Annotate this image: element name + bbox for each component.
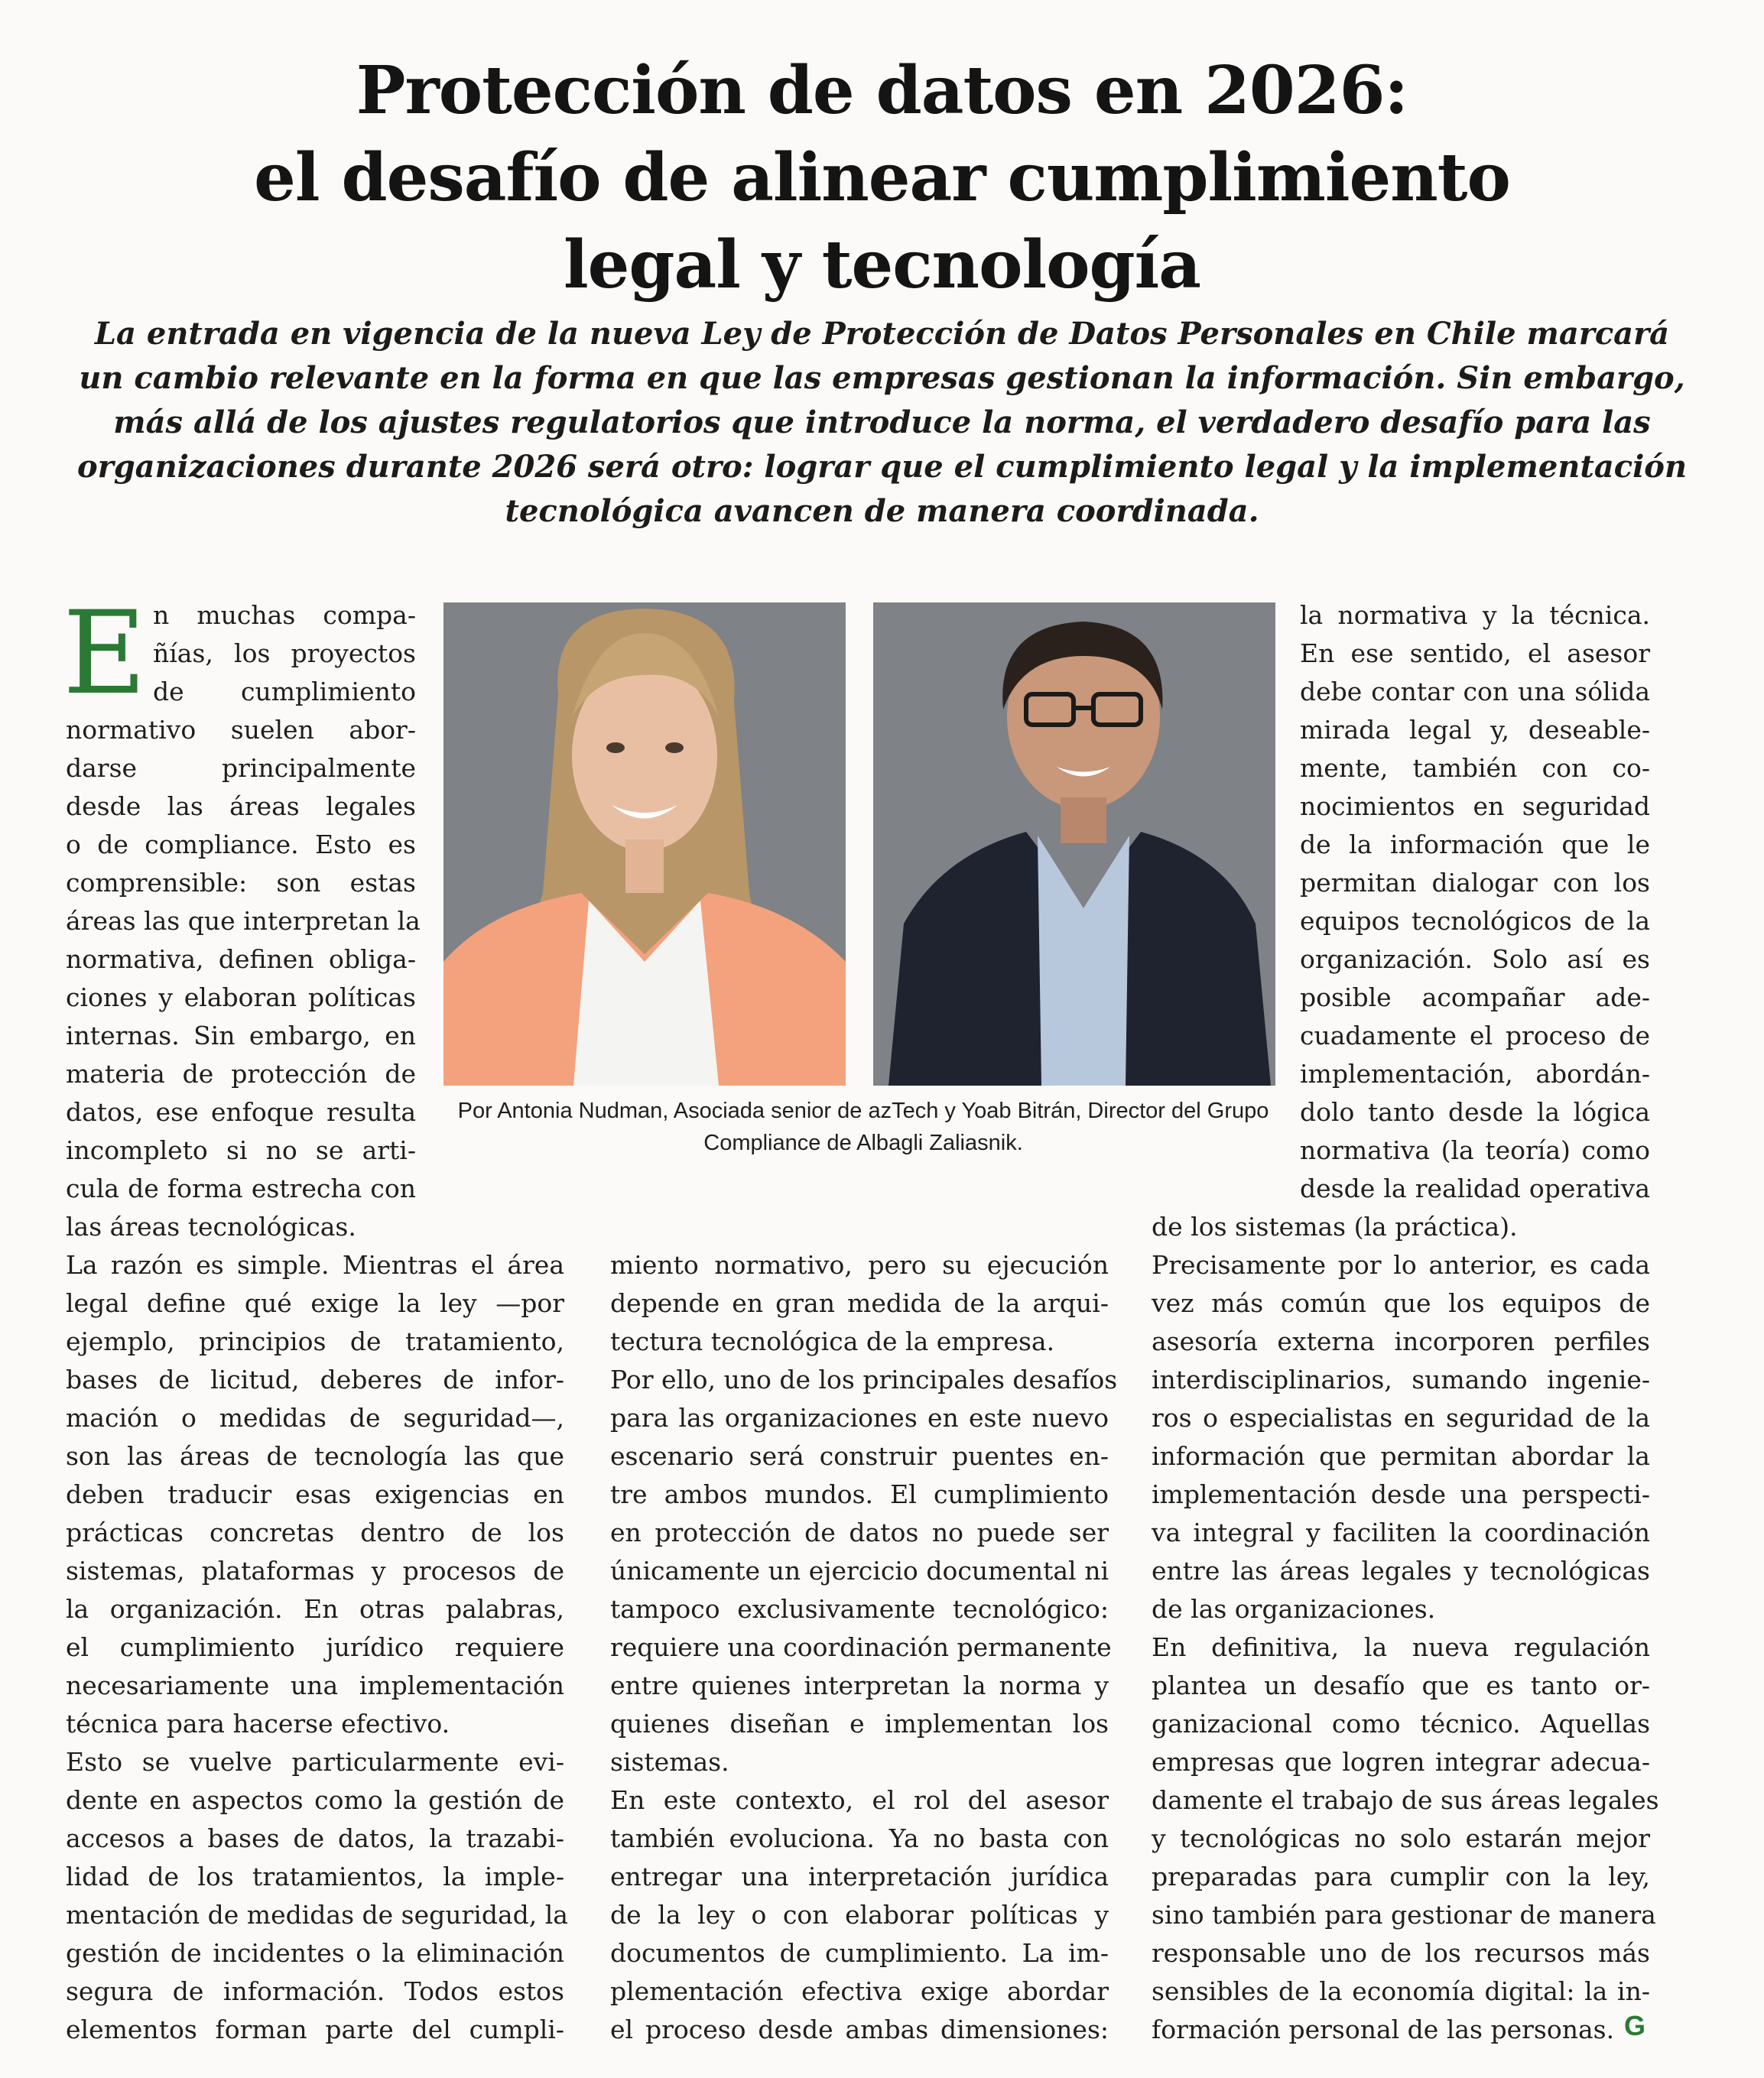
body-line: gestión de incidentes o la eliminación bbox=[66, 1938, 564, 1968]
body-line: entregar una interpretación jurídica bbox=[610, 1862, 1109, 1891]
body-line: desde la realidad operativa bbox=[1300, 1174, 1650, 1203]
body-line: mente, también con co- bbox=[1300, 753, 1650, 783]
body-line: dolo tanto desde la lógica bbox=[1300, 1097, 1650, 1127]
body-line: equipos tecnológicos de la bbox=[1300, 906, 1650, 936]
body-line: permitan dialogar con los bbox=[1300, 868, 1650, 898]
body-line: únicamente un ejercicio documental ni bbox=[610, 1556, 1109, 1586]
body-line: organización. Solo así es bbox=[1300, 944, 1650, 974]
body-line: áreas las que interpretan la bbox=[66, 906, 421, 936]
body-line: sistemas, plataformas y procesos de bbox=[66, 1556, 564, 1586]
body-line: tre ambos mundos. El cumplimiento bbox=[610, 1479, 1109, 1509]
body-line: para las organizaciones en este nuevo bbox=[610, 1403, 1109, 1433]
body-line: implementación, abordán- bbox=[1300, 1059, 1650, 1089]
body-line: mirada legal y, deseable- bbox=[1300, 715, 1650, 745]
body-line: plementación efectiva exige abordar bbox=[610, 1976, 1109, 2006]
body-line: tampoco exclusivamente tecnológico: bbox=[610, 1594, 1109, 1624]
body-line: desde las áreas legales bbox=[66, 791, 416, 821]
portrait-antonia-nudman bbox=[443, 602, 846, 1086]
body-line: implementación desde una perspecti- bbox=[1152, 1479, 1650, 1509]
body-line: formación personal de las personas. bbox=[1152, 2015, 1615, 2044]
body-line: escenario será construir puentes en- bbox=[610, 1441, 1109, 1471]
body-line: En este contexto, el rol del asesor bbox=[610, 1785, 1109, 1815]
body-line: va integral y faciliten la coordinación bbox=[1152, 1518, 1650, 1547]
body-line: ejemplo, principios de tratamiento, bbox=[66, 1326, 564, 1356]
body-line: deben traducir esas exigencias en bbox=[66, 1479, 564, 1509]
body-line: datos, ese enfoque resulta bbox=[66, 1097, 416, 1127]
body-line: dente en aspectos como la gestión de bbox=[66, 1785, 564, 1815]
body-line: normativo suelen abor- bbox=[66, 715, 416, 745]
end-of-article-mark: G bbox=[1624, 2010, 1646, 2041]
body-line: entre las áreas legales y tecnológicas bbox=[1152, 1556, 1650, 1586]
lead-line: un cambio relevante en la forma en que las empresas gestionan la información. Sin embargo, bbox=[79, 360, 1685, 396]
body-line: debe contar con una sólida bbox=[1300, 677, 1650, 706]
body-line: elementos forman parte del cumpli- bbox=[66, 2015, 564, 2044]
body-line: mentación de medidas de seguridad, la bbox=[66, 1900, 568, 1930]
body-line: de las organizaciones. bbox=[1152, 1594, 1436, 1624]
body-line: técnica para hacerse efectivo. bbox=[66, 1709, 450, 1739]
body-line: de la información que le bbox=[1300, 830, 1650, 859]
portrait-woman-image bbox=[443, 602, 846, 1086]
title-line: legal y tecnología bbox=[563, 226, 1200, 304]
body-line: depende en gran medida de la arqui- bbox=[610, 1288, 1109, 1318]
lead-line: más allá de los ajustes regulatorios que introduce la norma, el verdadero desafío para las bbox=[113, 404, 1651, 440]
article-lead bbox=[61, 312, 1703, 534]
body-line: sino también para gestionar de manera bbox=[1152, 1900, 1656, 1930]
body-line: interdisciplinarios, sumando ingenie- bbox=[1152, 1365, 1650, 1395]
article-title bbox=[0, 47, 1764, 309]
body-line: legal define qué exige la ley —por bbox=[66, 1288, 564, 1318]
body-line: damente el trabajo de sus áreas legales bbox=[1152, 1785, 1659, 1815]
body-line: Esto se vuelve particularmente evi- bbox=[66, 1747, 564, 1777]
body-line: Por ello, uno de los principales desafíos bbox=[610, 1365, 1118, 1395]
body-line: son las áreas de tecnología las que bbox=[66, 1441, 564, 1471]
body-line: de los sistemas (la práctica). bbox=[1152, 1212, 1518, 1242]
body-line: mación o medidas de seguridad—, bbox=[66, 1403, 564, 1433]
body-line: ganizacional como técnico. Aquellas bbox=[1152, 1709, 1650, 1739]
portrait-yoab-bitran bbox=[873, 602, 1275, 1086]
body-line: entre quienes interpretan la norma y bbox=[610, 1671, 1109, 1700]
body-line: lidad de los tratamientos, la imple- bbox=[66, 1862, 564, 1891]
body-line: asesoría externa incorporen perfiles bbox=[1152, 1326, 1650, 1356]
body-line: cula de forma estrecha con bbox=[66, 1174, 416, 1203]
body-line: la organización. En otras palabras, bbox=[66, 1594, 564, 1624]
body-line: requiere una coordinación permanente bbox=[610, 1632, 1112, 1662]
lead-line: tecnológica avancen de manera coordinada. bbox=[505, 493, 1259, 529]
body-line: información que permitan abordar la bbox=[1152, 1441, 1650, 1471]
body-line: cuadamente el proceso de bbox=[1300, 1021, 1650, 1050]
body-line: ciones y elaboran políticas bbox=[66, 982, 416, 1012]
body-line: materia de protección de bbox=[66, 1059, 416, 1089]
title-line: Protección de datos en 2026: bbox=[356, 52, 1408, 129]
title-line: el desafío de alinear cumplimiento bbox=[254, 139, 1510, 216]
body-line: en protección de datos no puede ser bbox=[610, 1518, 1109, 1547]
body-line: y tecnológicas no solo estarán mejor bbox=[1152, 1823, 1650, 1853]
body-line: quienes diseñan e implementan los bbox=[610, 1709, 1109, 1739]
body-line: ñías, los proyectos bbox=[153, 638, 416, 668]
body-line: Precisamente por lo anterior, es cada bbox=[1152, 1250, 1650, 1280]
body-line: internas. Sin embargo, en bbox=[66, 1021, 416, 1050]
body-line: darse principalmente bbox=[66, 753, 416, 783]
lead-line: La entrada en vigencia de la nueva Ley de Protección de Datos Personales en Chile marcará bbox=[94, 316, 1670, 352]
body-line: sensibles de la economía digital: la in- bbox=[1152, 1976, 1650, 2006]
body-line: bases de licitud, deberes de infor- bbox=[66, 1365, 564, 1395]
body-line: posible acompañar ade- bbox=[1300, 982, 1650, 1012]
photo-caption bbox=[443, 1095, 1283, 1159]
body-line: el cumplimiento jurídico requiere bbox=[66, 1632, 564, 1662]
body-line: nocimientos en seguridad bbox=[1300, 791, 1650, 821]
body-line: prácticas concretas dentro de los bbox=[66, 1518, 564, 1547]
body-line: el proceso desde ambas dimensiones: bbox=[610, 2015, 1109, 2044]
body-line: miento normativo, pero su ejecución bbox=[610, 1250, 1109, 1280]
body-line: normativa (la teoría) como bbox=[1300, 1135, 1650, 1165]
body-line: documentos de cumplimiento. La im- bbox=[610, 1938, 1109, 1968]
body-line: necesariamente una implementación bbox=[66, 1671, 564, 1700]
body-line: la normativa y la técnica. bbox=[1300, 600, 1650, 630]
body-line: segura de información. Todos estos bbox=[66, 1976, 564, 2006]
body-line: La razón es simple. Mientras el área bbox=[66, 1250, 564, 1280]
body-line: preparadas para cumplir con la ley, bbox=[1152, 1862, 1650, 1891]
body-line: vez más común que los equipos de bbox=[1152, 1288, 1650, 1318]
body-line: tectura tecnológica de la empresa. bbox=[610, 1326, 1055, 1356]
body-line: empresas que logren integrar adecua- bbox=[1152, 1747, 1650, 1777]
portrait-man-image bbox=[873, 602, 1275, 1086]
body-line: incompleto si no se arti- bbox=[66, 1135, 416, 1165]
body-line: comprensible: son estas bbox=[66, 868, 416, 898]
drop-cap: E bbox=[63, 587, 147, 720]
body-line: responsable uno de los recursos más bbox=[1152, 1938, 1650, 1968]
body-line: también evoluciona. Ya no basta con bbox=[610, 1823, 1109, 1853]
body-line: accesos a bases de datos, la trazabi- bbox=[66, 1823, 564, 1853]
body-line: normativa, definen obliga- bbox=[66, 944, 416, 974]
body-line: En ese sentido, el asesor bbox=[1300, 638, 1650, 668]
body-line: de cumplimiento bbox=[153, 677, 416, 706]
body-line: n muchas compa- bbox=[153, 600, 416, 630]
body-line: plantea un desafío que es tanto or- bbox=[1152, 1671, 1650, 1700]
lead-line: organizaciones durante 2026 será otro: lograr que el cumplimiento legal y la implementación bbox=[76, 449, 1688, 485]
body-line: o de compliance. Esto es bbox=[66, 830, 416, 859]
caption-line: Compliance de Albagli Zaliasnik. bbox=[703, 1131, 1023, 1155]
body-line: las áreas tecnológicas. bbox=[66, 1212, 356, 1242]
caption-line: Por Antonia Nudman, Asociada senior de azTech y Yoab Bitrán, Director del Grupo bbox=[457, 1099, 1269, 1123]
body-line: de la ley o con elaborar políticas y bbox=[610, 1900, 1109, 1930]
body-line: En definitiva, la nueva regulación bbox=[1152, 1632, 1650, 1662]
body-line: ros o especialistas en seguridad de la bbox=[1152, 1403, 1650, 1433]
body-line: sistemas. bbox=[610, 1747, 729, 1777]
